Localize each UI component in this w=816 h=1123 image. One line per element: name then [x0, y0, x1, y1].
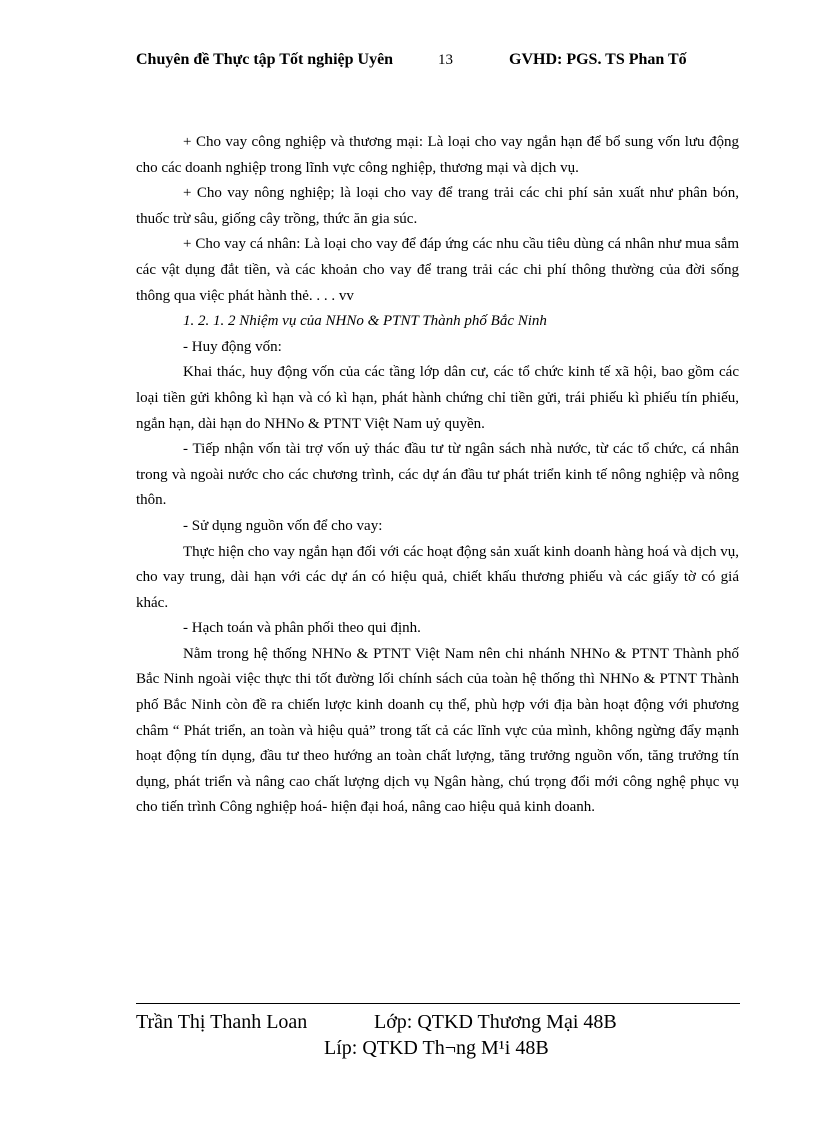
footer-author: Trần Thị Thanh Loan	[136, 1011, 308, 1033]
paragraph-industrial-loans: + Cho vay công nghiệp và thương mại: Là loại cho vay ngắn hạn để bổ sung vốn lưu động cho các doanh nghiệp trong lĩnh vực công nghiệp, thương mại và dịch vụ.	[136, 134, 739, 176]
paragraph-trust-capital: - Tiếp nhận vốn tài trợ vốn uỷ thác đầu tư từ ngân sách nhà nước, từ các tổ chức, cá nhân trong và ngoài nước cho các chương trình, các dự án đầu tư phát triển kinh tế nông nghiệp và nông thôn.	[136, 441, 739, 509]
footer-class-garbled: Líp: QTKD Th¬ng M¹i 48B	[324, 1037, 549, 1059]
page-number: 13	[438, 52, 453, 68]
paragraph-mobilization-detail: Khai thác, huy động vốn của các tầng lớp dân cư, các tổ chức kinh tế xã hội, bao gồm các loại tiền gửi không kì hạn và có kì hạn, phát hành chứng chỉ tiền gửi, trái phiếu kì phiếu tín phiếu, ngắn hạn, dài hạn do NHNo & PTNT Việt Nam uỷ quyền.	[136, 364, 739, 432]
paragraph-capital-mobilization: - Huy động vốn:	[183, 338, 282, 355]
page-footer	[136, 1010, 617, 1034]
paragraph-strategy: Nằm trong hệ thống NHNo & PTNT Việt Nam nên chi nhánh NHNo & PTNT Thành phố Bắc Ninh ngoài việc thực thi tốt đường lối chính sách của toàn hệ thống thì NHNo & PTNT Thành phố Bắc Ninh còn đề ra chiến lược kinh doanh cụ thể, phù hợp với địa bàn hoạt động với phương châm “ Phát triển, an toàn và hiệu quả” trong tất cả các lĩnh vực của mình, không ngừng đẩy mạnh hoạt động tín dụng, đầu tư theo hướng an toàn chất lượng, tăng trưởng nguồn vốn, tăng trưởng tín dụng, phát triển và nâng cao chất lượng dịch vụ Ngân hàng, chú trọng đổi mới công nghệ phục vụ cho tiến trình Công nghiệp hoá- hiện đại hoá, nâng cao hiệu quả kinh doanh.	[136, 645, 739, 816]
paragraph-accounting: - Hạch toán và phân phối theo qui định.	[183, 620, 421, 637]
section-heading: 1. 2. 1. 2 Nhiệm vụ của NHNo & PTNT Thành phố Bắc Ninh	[183, 313, 547, 330]
page-header	[136, 50, 740, 94]
footer-divider	[136, 1003, 740, 1004]
paragraph-lending-detail: Thực hiện cho vay ngắn hạn đối với các hoạt động sản xuất kinh doanh hàng hoá và dịch vụ, cho vay trung, dài hạn với các dự án có hiệu quả, chiết khấu thương phiếu và các giấy tờ có giá khác.	[136, 543, 739, 611]
document-body	[136, 130, 739, 821]
footer-class: Lớp: QTKD Thương Mại 48B	[374, 1011, 617, 1033]
paragraph-capital-use: - Sử dụng nguồn vốn để cho vay:	[183, 517, 383, 534]
header-title: Chuyên đề Thực tập Tốt nghiệp Uyên	[136, 51, 394, 68]
paragraph-personal-loans: + Cho vay cá nhân: Là loại cho vay để đáp ứng các nhu cầu tiêu dùng cá nhân như mua sắm các vật dụng đắt tiền, và các khoản cho vay để trang trải các chi phí thông thường của đời sống thông qua việc phát hành thẻ. . . . vv	[136, 236, 739, 304]
paragraph-agricultural-loans: + Cho vay nông nghiệp; là loại cho vay để trang trải các chi phí sản xuất như phân bón, thuốc trừ sâu, giống cây trồng, thức ăn gia súc.	[136, 185, 739, 227]
header-supervisor: GVHD: PGS. TS Phan Tố	[509, 51, 687, 68]
